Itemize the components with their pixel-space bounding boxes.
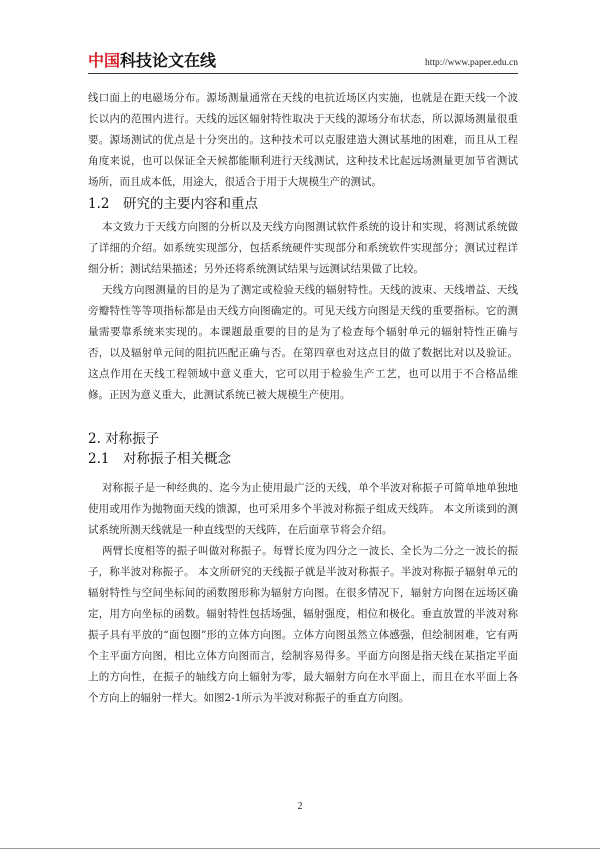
paragraph: 本文致力于天线方向图的分析以及天线方向图测试软件系统的设计和实现，将测试系统做了详细的介绍。如系统实现部分，包括系统硬件实现部分和系统软件实现部分；测试过程详细分析；测试结果描述；另外还将系统测试结果与远测试结果做了比较。	[88, 221, 518, 275]
page-number: 2	[297, 801, 303, 812]
section-heading-2-1: 2.1 对称振子相关概念	[88, 451, 231, 467]
page-body	[88, 88, 518, 709]
site-logo[interactable]	[88, 48, 216, 71]
paragraph: 对称振子是一种经典的、迄今为止使用最广泛的天线，单个半波对称振子可简单地单独地使用或用作为抛物面天线的馈源，也可采用多个半波对称振子组成天线阵。 本文所谈到的测试系统所测天线就是一种直线型的天线阵，在后面章节将会介绍。	[88, 482, 518, 536]
header-url[interactable]: http://www.paper.edu.cn	[424, 58, 518, 68]
page-header	[88, 48, 518, 74]
paragraph: 两臂长度相等的振子叫做对称振子。每臂长度为四分之一波长、全长为二分之一波长的振子，称半波对称振子。 本文所研究的天线振子就是半波对称振子。半波对称振子辐射单元的辐射特性与空间坐标间的函数图形称为辐射方向图。在很多情况下，辐射方向图在远场区确定，用方向坐标的函数。辐射特性包括场强，辐射强度，相位和极化。垂直放置的半波对称振子具有平放的“面包圈”形的立体方向图。立体方向图虽然立体感强，但绘制困难，它有两个主平面方向图，相比立体方向图而言，绘制容易得多。平面方向图是指天线在某指定平面上的方向性，在振子的轴线方向上辐射为零，最大辐射方向在水平面上，而且在水平面上各个方向上的辐射一样大。如图2-1所示为半波对称振子的垂直方向图。	[88, 545, 518, 704]
section-heading-1-2: 1.2 研究的主要内容和重点	[88, 196, 258, 212]
logo-black-text: 科技论文在线	[120, 51, 217, 70]
section-heading-2: 2. 对称振子	[88, 431, 160, 447]
paragraph: 线口面上的电磁场分布。源场测量通常在天线的电抗近场区内实施，也就是在距天线一个波长以内的范围内进行。天线的远区辐射特性取决于天线的源场分布状态，所以源场测量很重要。源场测试的优点是十分突出的。这种技术可以克服建造大测试基地的困难，而且从工程角度来说，也可以保证全天候都能顺利进行天线测试，这种技术比起远场测量更加节省测试场所，而且成本低，用途大，很适合于用于大规模生产的测试。	[88, 92, 518, 188]
logo-red-text: 中国	[88, 51, 121, 70]
header-divider	[88, 73, 518, 74]
paragraph: 天线方向图测量的目的是为了测定或检验天线的辐射特性。天线的波束、天线增益、天线旁瓣特性等等项指标都是由天线方向图确定的。可见天线方向图是天线的重要指标。它的测量需要靠系统来实现的。本课题最重要的目的是为了检查每个辐射单元的辐射特性正确与否，以及辐射单元间的阻抗匹配正确与否。在第四章也对这点目的做了数据比对以及验证。这点作用在天线工程领域中意义重大，它可以用于检验生产工艺，也可以用于不合格品维修。正因为意义重大，此测试系统已被大规模生产使用。	[88, 284, 518, 401]
footer-divider	[0, 848, 600, 849]
